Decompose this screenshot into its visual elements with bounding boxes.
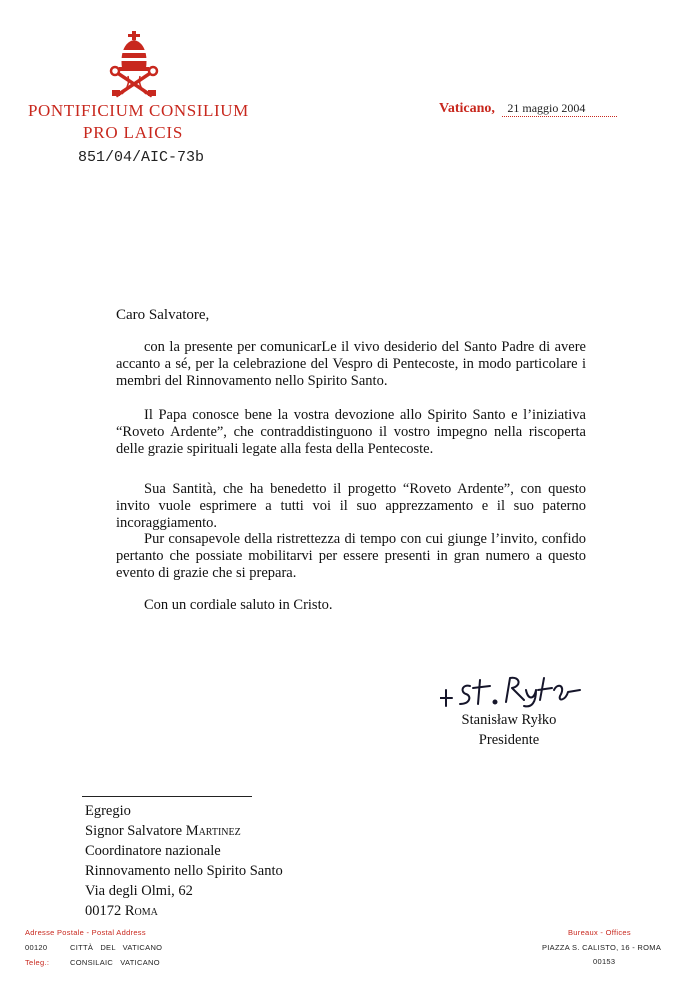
- salutation: Caro Salvatore,: [116, 307, 210, 323]
- addressee-block: [85, 801, 283, 921]
- signatory-title: Presidente: [478, 732, 540, 748]
- letter-paragraph: Sua Santità, che ha benedetto il progetto “Roveto Ardente”, con questo invito vuole esprimere a tutti voi il suo apprezzamento e il suo paterno incoraggiamento.: [116, 481, 586, 531]
- dateline: [439, 101, 617, 117]
- footer-offices-label: Bureaux - Offices: [568, 928, 631, 937]
- footer-postal-code: 00120: [25, 943, 48, 952]
- signatory-name: Stanisław Ryłko: [461, 712, 557, 728]
- addressee-street: Via degli Olmi, 62: [85, 883, 193, 899]
- addressee-city-name: Roma: [124, 903, 158, 919]
- footer-offices-code: 00153: [593, 957, 616, 966]
- handwritten-signature: [440, 672, 590, 708]
- addressee-city: 00172 Roma: [85, 903, 158, 919]
- letterhead-organization: PONTIFICIUM CONSILIUM: [28, 101, 249, 120]
- addressee-surname: Martinez: [185, 823, 241, 839]
- footer-postal-label: Adresse Postale - Postal Address: [25, 928, 146, 937]
- footer-telegraph-label: Teleg.:: [25, 958, 50, 967]
- letterhead-subtitle: PRO LAICIS: [83, 123, 184, 142]
- footer-offices-address: PIAZZA S. CALISTO, 16 - ROMA: [542, 943, 662, 952]
- papal-coat-of-arms-icon: [108, 30, 160, 98]
- address-divider: [82, 796, 252, 797]
- dateline-date: 21 maggio 2004: [502, 101, 617, 117]
- footer-postal-city: CITTÀ DEL VATICANO: [70, 943, 163, 952]
- addressee-name: Signor Salvatore Martinez: [85, 823, 241, 839]
- dateline-place: Vaticano,: [439, 101, 495, 116]
- letter-closing: Con un cordiale saluto in Cristo.: [144, 597, 333, 613]
- signatory: [453, 710, 565, 750]
- addressee-greeting: Egregio: [85, 803, 131, 819]
- letter-paragraph: con la presente per comunicarLe il vivo desiderio del Santo Padre di avere accanto a sé, per la celebrazione del Vespro di Pentecoste, in modo particolare i membri del Rinnovamento nello Spirito Santo.: [116, 339, 586, 389]
- addressee-organization: Rinnovamento nello Spirito Santo: [85, 863, 283, 879]
- addressee-role: Coordinatore nazionale: [85, 843, 221, 859]
- footer-telegraph-value: CONSILAIC VATICANO: [70, 958, 160, 967]
- protocol-number: 851/04/AIC-73b: [78, 149, 205, 166]
- letter-paragraph: Pur consapevole della ristrettezza di tempo con cui giunge l’invito, confido pertanto che possiate mobilitarvi per essere presenti in gran numero a questo evento di grazie che si prepara.: [116, 531, 586, 581]
- letter-paragraph: Il Papa conosce bene la vostra devozione allo Spirito Santo e l’iniziativa “Roveto Ardente”, che contraddistinguono il vostro impegno nella riscoperta delle grazie spirituali legate alla festa della Pentecoste.: [116, 407, 586, 457]
